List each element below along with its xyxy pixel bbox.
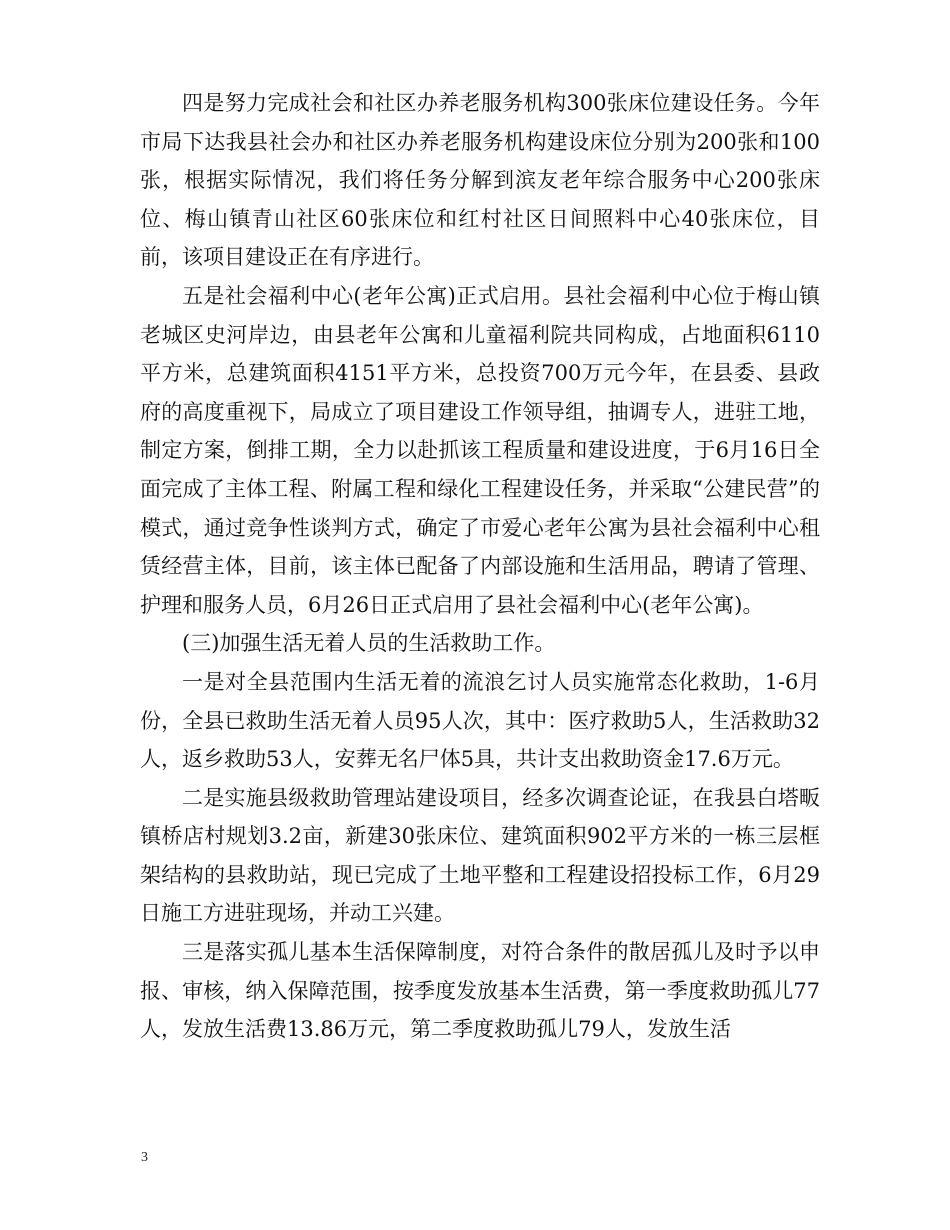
paragraph-welfare-center: 五是社会福利中心(老年公寓)正式启用。县社会福利中心位于梅山镇老城区史河岸边，由县老年公寓和儿童福利院共同构成，占地面积6110平方米，总建筑面积4151平方米，总投资700万元今年，在县委、县政府的高度重视下，局成立了项目建设工作领导组，抽调专人，进驻工地，制定方案，倒排工期，全力以赴抓该工程质量和建设进度，于6月16日全面完成了主体工程、附属工程和绿化工程建设任务，并采取“公建民营”的模式，通过竞争性谈判方式，确定了市爱心老年公寓为县社会福利中心租赁经营主体，目前，该主体已配备了内部设施和生活用品，聘请了管理、护理和服务人员，6月26日正式启用了县社会福利中心(老年公寓)。 xyxy=(140,283,820,617)
page-number: 3 xyxy=(141,1150,148,1165)
document-body xyxy=(140,84,820,1049)
paragraph-orphan-support: 三是落实孤儿基本生活保障制度，对符合条件的散居孤儿及时予以申报、审核，纳入保障范围，按季度发放基本生活费，第一季度救助孤儿77人，发放生活费13.86万元，第二季度救助孤儿79人，发放生活 xyxy=(140,940,820,1042)
paragraph-relief-station: 二是实施县级救助管理站建设项目，经多次调查论证，在我县白塔畈镇桥店村规划3.2亩，新建30张床位、建筑面积902平方米的一栋三层框架结构的县救助站，现已完成了土地平整和工程建设招投标工作，6月29日施工方进驻现场，并动工兴建。 xyxy=(140,785,820,926)
paragraph-vagrant-relief: 一是对全县范围内生活无着的流浪乞讨人员实施常态化救助，1-6月份，全县已救助生活无着人员95人次，其中：医疗救助5人，生活救助32人，返乡救助53人，安葬无名尸体5具，共计支出救助资金17.6万元。 xyxy=(140,669,820,772)
paragraph-elderly-beds: 四是努力完成社会和社区办养老服务机构300张床位建设任务。今年市局下达我县社会办和社区办养老服务机构建设床位分别为200张和100张，根据实际情况，我们将任务分解到滨友老年综合服务中心200张床位、梅山镇青山社区60张床位和红村社区日间照料中心40张床位，目前，该项目建设正在有序进行。 xyxy=(140,91,820,270)
section-heading-relief: (三)加强生活无着人员的生活救助工作。 xyxy=(182,631,556,656)
